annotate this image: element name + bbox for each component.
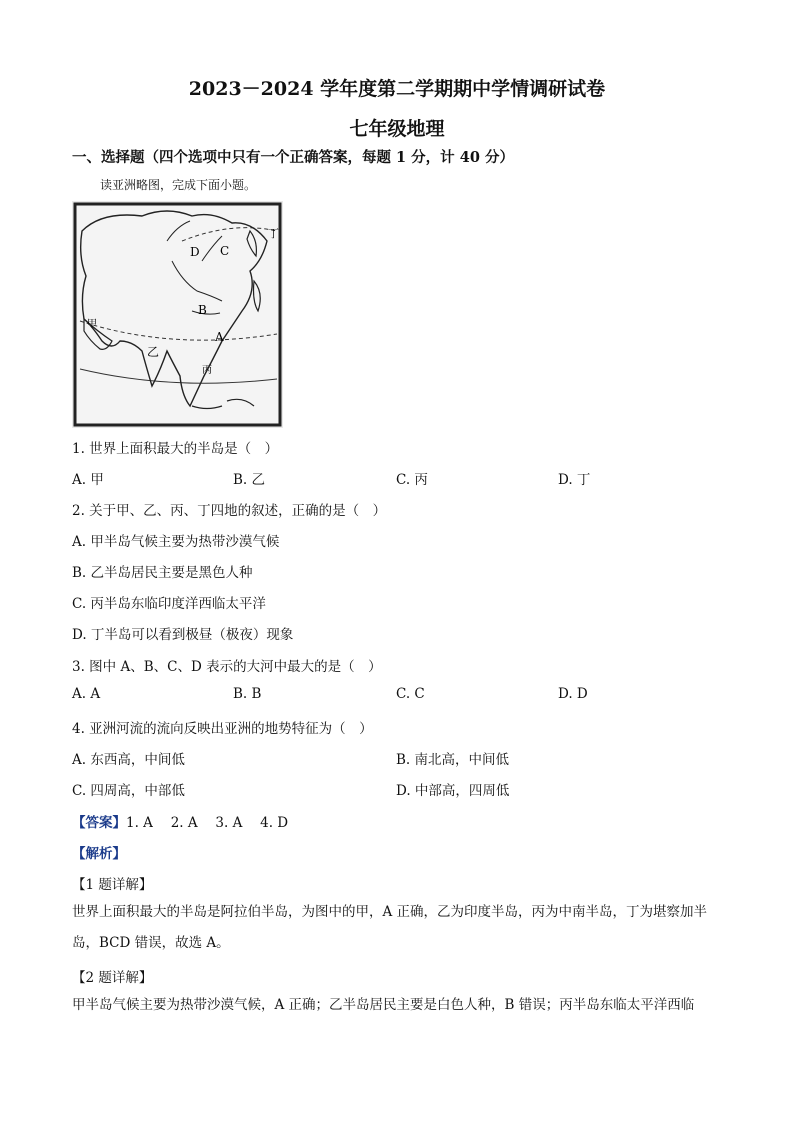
detail-1-text: 世界上面积最大的半岛是阿拉伯半岛，为图中的甲，A 正确，乙为印度半岛，丙为中南半岛，丁为堪察加半岛，BCD 错误，故选 A。 bbox=[72, 904, 708, 951]
section-heading: 一、选择题（四个选项中只有一个正确答案，每题 1 分，计 40 分） bbox=[72, 149, 514, 166]
question-2-stem: 2. 关于甲、乙、丙、丁四地的叙述，正确的是（ ） bbox=[72, 503, 387, 519]
q3-option-a[interactable]: A. A bbox=[72, 686, 101, 702]
map-label-ding: 丁 bbox=[268, 227, 279, 240]
map-label-d: D bbox=[190, 245, 200, 259]
exam-subtitle: 七年级地理 bbox=[349, 118, 445, 140]
q1-option-c[interactable]: C. 丙 bbox=[396, 472, 428, 488]
q2-option-b[interactable]: B. 乙半岛居民主要是黑色人种 bbox=[72, 565, 253, 581]
q2-option-a[interactable]: A. 甲半岛气候主要为热带沙漠气候 bbox=[72, 534, 280, 550]
q2-option-c[interactable]: C. 丙半岛东临印度洋西临太平洋 bbox=[72, 596, 266, 612]
map-label-yi: 乙 bbox=[147, 345, 160, 359]
exam-title: 2023－2024 学年度第二学期期中学情调研试卷 bbox=[188, 78, 606, 100]
q3-option-d[interactable]: D. D bbox=[558, 686, 588, 702]
q4-option-d[interactable]: D. 中部高，四周低 bbox=[396, 783, 510, 799]
question-3-stem: 3. 图中 A、B、C、D 表示的大河中最大的是（ ） bbox=[72, 659, 382, 675]
q1-option-d[interactable]: D. 丁 bbox=[558, 472, 591, 488]
answer-label: 【答案】 bbox=[72, 815, 126, 831]
detail-2-text: 甲半岛气候主要为热带沙漠气候，A 正确；乙半岛居民主要是白色人种，B 错误；丙半岛东临太平洋西临 bbox=[72, 997, 695, 1013]
analysis-label: 【解析】 bbox=[72, 846, 126, 862]
question-4-stem: 4. 亚洲河流的流向反映出亚洲的地势特征为（ ） bbox=[72, 721, 373, 737]
q3-option-c[interactable]: C. C bbox=[396, 686, 425, 702]
q4-option-c[interactable]: C. 四周高，中部低 bbox=[72, 783, 185, 799]
q4-option-a[interactable]: A. 东西高，中间低 bbox=[72, 752, 185, 768]
question-1-stem: 1. 世界上面积最大的半岛是（ ） bbox=[72, 441, 279, 457]
detail-1-label: 【1 题详解】 bbox=[72, 877, 153, 893]
asia-sketch-map bbox=[72, 201, 283, 428]
map-label-a: A bbox=[215, 330, 224, 344]
map-label-b: B bbox=[198, 303, 207, 317]
q3-option-b[interactable]: B. B bbox=[233, 686, 262, 702]
map-label-jia: 甲 bbox=[87, 319, 97, 330]
map-label-c: C bbox=[220, 244, 230, 258]
detail-2-label: 【2 题详解】 bbox=[72, 970, 153, 986]
q1-option-a[interactable]: A. 甲 bbox=[72, 472, 104, 488]
answer-line bbox=[72, 811, 288, 831]
q2-option-d[interactable]: D. 丁半岛可以看到极昼（极夜）现象 bbox=[72, 627, 294, 643]
answer-text: 1. A 2. A 3. A 4. D bbox=[126, 815, 289, 831]
q1-option-b[interactable]: B. 乙 bbox=[233, 472, 266, 488]
q4-option-b[interactable]: B. 南北高，中间低 bbox=[396, 752, 510, 768]
map-label-bing: 丙 bbox=[202, 365, 212, 376]
question-intro: 读亚洲略图，完成下面小题。 bbox=[100, 178, 257, 192]
